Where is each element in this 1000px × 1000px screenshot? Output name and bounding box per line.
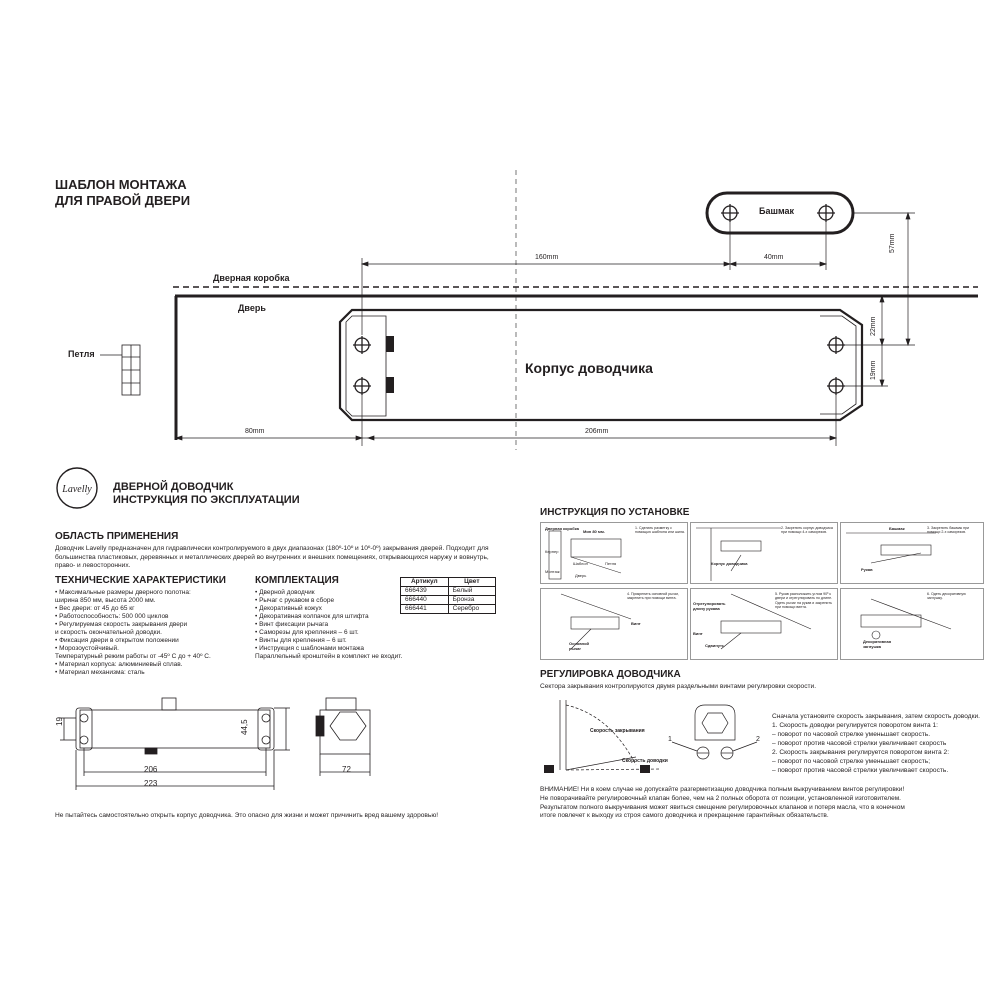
hinge-label: Петля xyxy=(68,349,95,359)
table-cell: 666440 xyxy=(401,596,449,605)
spec-item: • Материал механизма: сталь xyxy=(55,669,145,676)
table-row xyxy=(401,587,496,596)
step6-label: Декоративная заглушка xyxy=(863,639,892,649)
shoe-label: Башмак xyxy=(759,206,795,216)
warning-line: ВНИМАНИЕ! Ни в коем случае не допускайте разгерметизацию доводчика полным выкручиванием винтов регулировки! xyxy=(540,786,905,793)
drawing-dim-206: 206 xyxy=(144,765,158,774)
dim-22: 22mm xyxy=(870,316,877,336)
kit-item: Параллельный кронштейн в комплект не входит. xyxy=(255,653,403,660)
step5-label-screw: Винт xyxy=(693,631,703,636)
step3-text: 3. Закрепить башмак при помощи 2-х саморезов. xyxy=(927,526,970,535)
table-cell: 666439 xyxy=(401,587,449,596)
table-cell: 666441 xyxy=(401,605,449,614)
spec-item: • Вес двери: от 45 до 65 кг xyxy=(55,605,135,612)
step1-label-frame: Дверная коробка xyxy=(545,526,579,531)
spec-item: Температурный режим работы от -45º С до + 40º С. xyxy=(55,653,211,660)
install-step-2 xyxy=(690,522,838,584)
table-cell: Серебро xyxy=(448,605,495,614)
kit-item: • Винты для крепления – 6 шт. xyxy=(255,637,347,644)
dim-206: 206mm xyxy=(585,428,609,435)
dim-57: 57mm xyxy=(889,233,896,253)
drawing-dim-44-5: 44,5 xyxy=(240,719,249,735)
drawing-dim-72: 72 xyxy=(342,765,351,774)
dim-40: 40mm xyxy=(764,254,784,261)
drawing-dim-223: 223 xyxy=(144,779,158,788)
dim-19: 19mm xyxy=(870,360,877,380)
table-header: Цвет xyxy=(448,578,495,587)
regulation-line: – поворот против часовой стрелки увеличивает скорость xyxy=(772,740,947,747)
brand-logo xyxy=(55,466,99,510)
warning-line: Не поворачивайте регулировочный клапан более, чем на 2 полных оборота от позиции, установленной изготовителем. xyxy=(540,794,901,802)
dim-160: 160mm xyxy=(535,254,559,261)
spec-item: ширина 850 мм, высота 2000 мм. xyxy=(55,597,156,604)
table-cell: Бронза xyxy=(448,596,495,605)
step4-label: Основной рычаг xyxy=(569,641,589,651)
table-header-row xyxy=(401,578,496,587)
regulation-line: 1. Скорость доводки регулируется поворотом винта 1: xyxy=(772,722,938,729)
step5-label: Отрегулировать длину рукава xyxy=(693,601,726,611)
regulation-line: 2. Скорость закрывания регулируется поворотом винта 2: xyxy=(772,749,950,756)
step1-label: Петля xyxy=(605,561,617,566)
regulation-heading: РЕГУЛИРОВКА ДОВОДЧИКА xyxy=(540,669,681,680)
install-step-4 xyxy=(540,588,688,660)
step1-label: Кернер xyxy=(545,549,559,554)
spec-item: • Работоспособность: 500 000 циклов xyxy=(55,613,169,620)
latch-speed-label: Скорость доводки xyxy=(622,758,668,764)
step6-text: 6. Одеть декоративную заглушку. xyxy=(927,592,966,601)
manual-title-line1: ДВЕРНОЙ ДОВОДЧИК xyxy=(113,481,234,493)
step2-label: Корпус доводчика xyxy=(711,561,748,566)
step1-label: Шаблон xyxy=(573,561,588,566)
kit-item: • Винт фиксации рычага xyxy=(255,621,329,628)
door-label: Дверь xyxy=(238,303,266,313)
regulation-line: – поворот по часовой стрелке уменьшает скорость. xyxy=(772,731,931,738)
kit-heading: КОМПЛЕКТАЦИЯ xyxy=(255,575,339,586)
regulation-instructions xyxy=(772,712,984,775)
regulation-warning xyxy=(540,786,985,821)
regulation-line: Сначала установите скорость закрывания, затем скорость доводки. xyxy=(772,713,981,720)
install-heading: ИНСТРУКЦИЯ ПО УСТАНОВКЕ xyxy=(540,507,690,518)
drawing-dim-19: 19 xyxy=(55,717,64,726)
kit-item: • Декоративный кожух xyxy=(255,605,322,612)
table-row xyxy=(401,605,496,614)
warning-line: Результатом полного выкручивания может явиться смещение регулировочных клапанов и потеря масла, что в конечном xyxy=(540,803,905,811)
step4-label-screw: Винт xyxy=(631,621,641,626)
step3-label-sleeve: Рукав xyxy=(861,567,873,572)
step1-label: Монтаж xyxy=(545,569,560,574)
article-color-table xyxy=(400,577,496,614)
step3-label: Башмак xyxy=(889,526,905,531)
manual-title xyxy=(113,481,300,507)
specs-heading: ТЕХНИЧЕСКИЕ ХАРАКТЕРИСТИКИ xyxy=(55,575,226,586)
step1-label: Мин 80 мм. xyxy=(583,529,605,534)
dim-80: 80mm xyxy=(245,428,265,435)
kit-item: • Дверной доводчик xyxy=(255,589,315,596)
scope-heading: ОБЛАСТЬ ПРИМЕНЕНИЯ xyxy=(55,531,179,542)
kit-item: • Рычаг с рукавом в сборе xyxy=(255,597,335,604)
table-row xyxy=(401,596,496,605)
install-step-6 xyxy=(840,588,984,660)
mounting-template-drawing xyxy=(0,0,1000,450)
regulation-line: – поворот по часовой стрелке уменьшает скорость; xyxy=(772,758,931,765)
step2-text: 2. Закрепить корпус доводчика при помощи 4-х саморезов. xyxy=(781,526,833,535)
screw-2-label: 2 xyxy=(756,736,760,743)
spec-item: • Морозоустойчивый. xyxy=(55,645,119,652)
kit-item: • Инструкция с шаблонами монтажа xyxy=(255,645,364,652)
closer-body-label: Корпус доводчика xyxy=(525,360,653,376)
specs-list xyxy=(55,589,255,677)
closing-speed-label: Скорость закрывания xyxy=(590,728,645,734)
step4-text: 4. Прикрепить основной рычаг, закрепить при помощи винта. xyxy=(627,592,679,601)
door-frame-label: Дверная коробка xyxy=(213,273,290,283)
install-step-5 xyxy=(690,588,838,660)
hinge-drawing xyxy=(100,345,140,395)
install-step-3 xyxy=(840,522,984,584)
install-step-1 xyxy=(540,522,688,584)
table-header: Артикул xyxy=(401,578,449,587)
kit-item: • Декоративная колпачок для штифта xyxy=(255,613,369,620)
regulation-diagram xyxy=(540,695,770,785)
regulation-line: – поворот против часовой стрелки увеличивает скорость. xyxy=(772,767,949,774)
screw-1-label: 1 xyxy=(668,736,672,743)
safety-warning: Не пытайтесь самостоятельно открыть корпус доводчика. Это опасно для жизни и может причинить вред вашему здоровью! xyxy=(55,812,439,819)
regulation-intro: Сектора закрывания контролируются двумя раздельными винтами регулировки скорости. xyxy=(540,683,817,690)
step1-label: Дверь xyxy=(575,573,587,578)
template-title-line1: ШАБЛОН МОНТАЖА xyxy=(55,177,187,192)
template-title-line2: ДЛЯ ПРАВОЙ ДВЕРИ xyxy=(55,193,191,208)
svg-text:Lavelly: Lavelly xyxy=(62,484,92,495)
spec-item: и скорость окончательной доводки. xyxy=(55,629,162,636)
spec-item: • Регулируемая скорость закрывания двери xyxy=(55,621,188,628)
step5-label-shift: Сдвинуть xyxy=(705,643,725,648)
step1-text: 1. Сделать разметку с помощью шаблона или шила. xyxy=(635,526,685,535)
manual-title-line2: ИНСТРУКЦИЯ ПО ЭКСПЛУАТАЦИИ xyxy=(113,494,300,506)
spec-item: • Материал корпуса: алюминиевый сплав. xyxy=(55,661,183,668)
spec-item: • Фиксация двери в открытом положении xyxy=(55,637,179,644)
step5-text: 5. Рукав расположить углом 90º к двери и отрегулировать по длине. Одеть рычаг на рукав и закрепить при помощи винта. xyxy=(775,592,833,609)
spec-item: • Максимальные размеры дверного полотна: xyxy=(55,589,191,596)
table-cell: Белый xyxy=(448,587,495,596)
kit-item: • Саморезы для крепления – 6 шт. xyxy=(255,629,359,636)
scope-text: Доводчик Lavelly предназначен для гидравлически контролируемого в двух диапазонах (180º-10º и 10º-0º) закрывания дверей. Подходит для большинства пластиковых, деревянных и металлических дверей во внутренних и внешних помещениях, открывающихся наружу и вовнутрь, право- и левосторонних. xyxy=(55,545,489,570)
warning-line: итоге повлечет к выходу из строя самого доводчика и прекращение гарантийных обязательств. xyxy=(540,812,829,820)
closer-technical-drawing xyxy=(50,690,450,800)
